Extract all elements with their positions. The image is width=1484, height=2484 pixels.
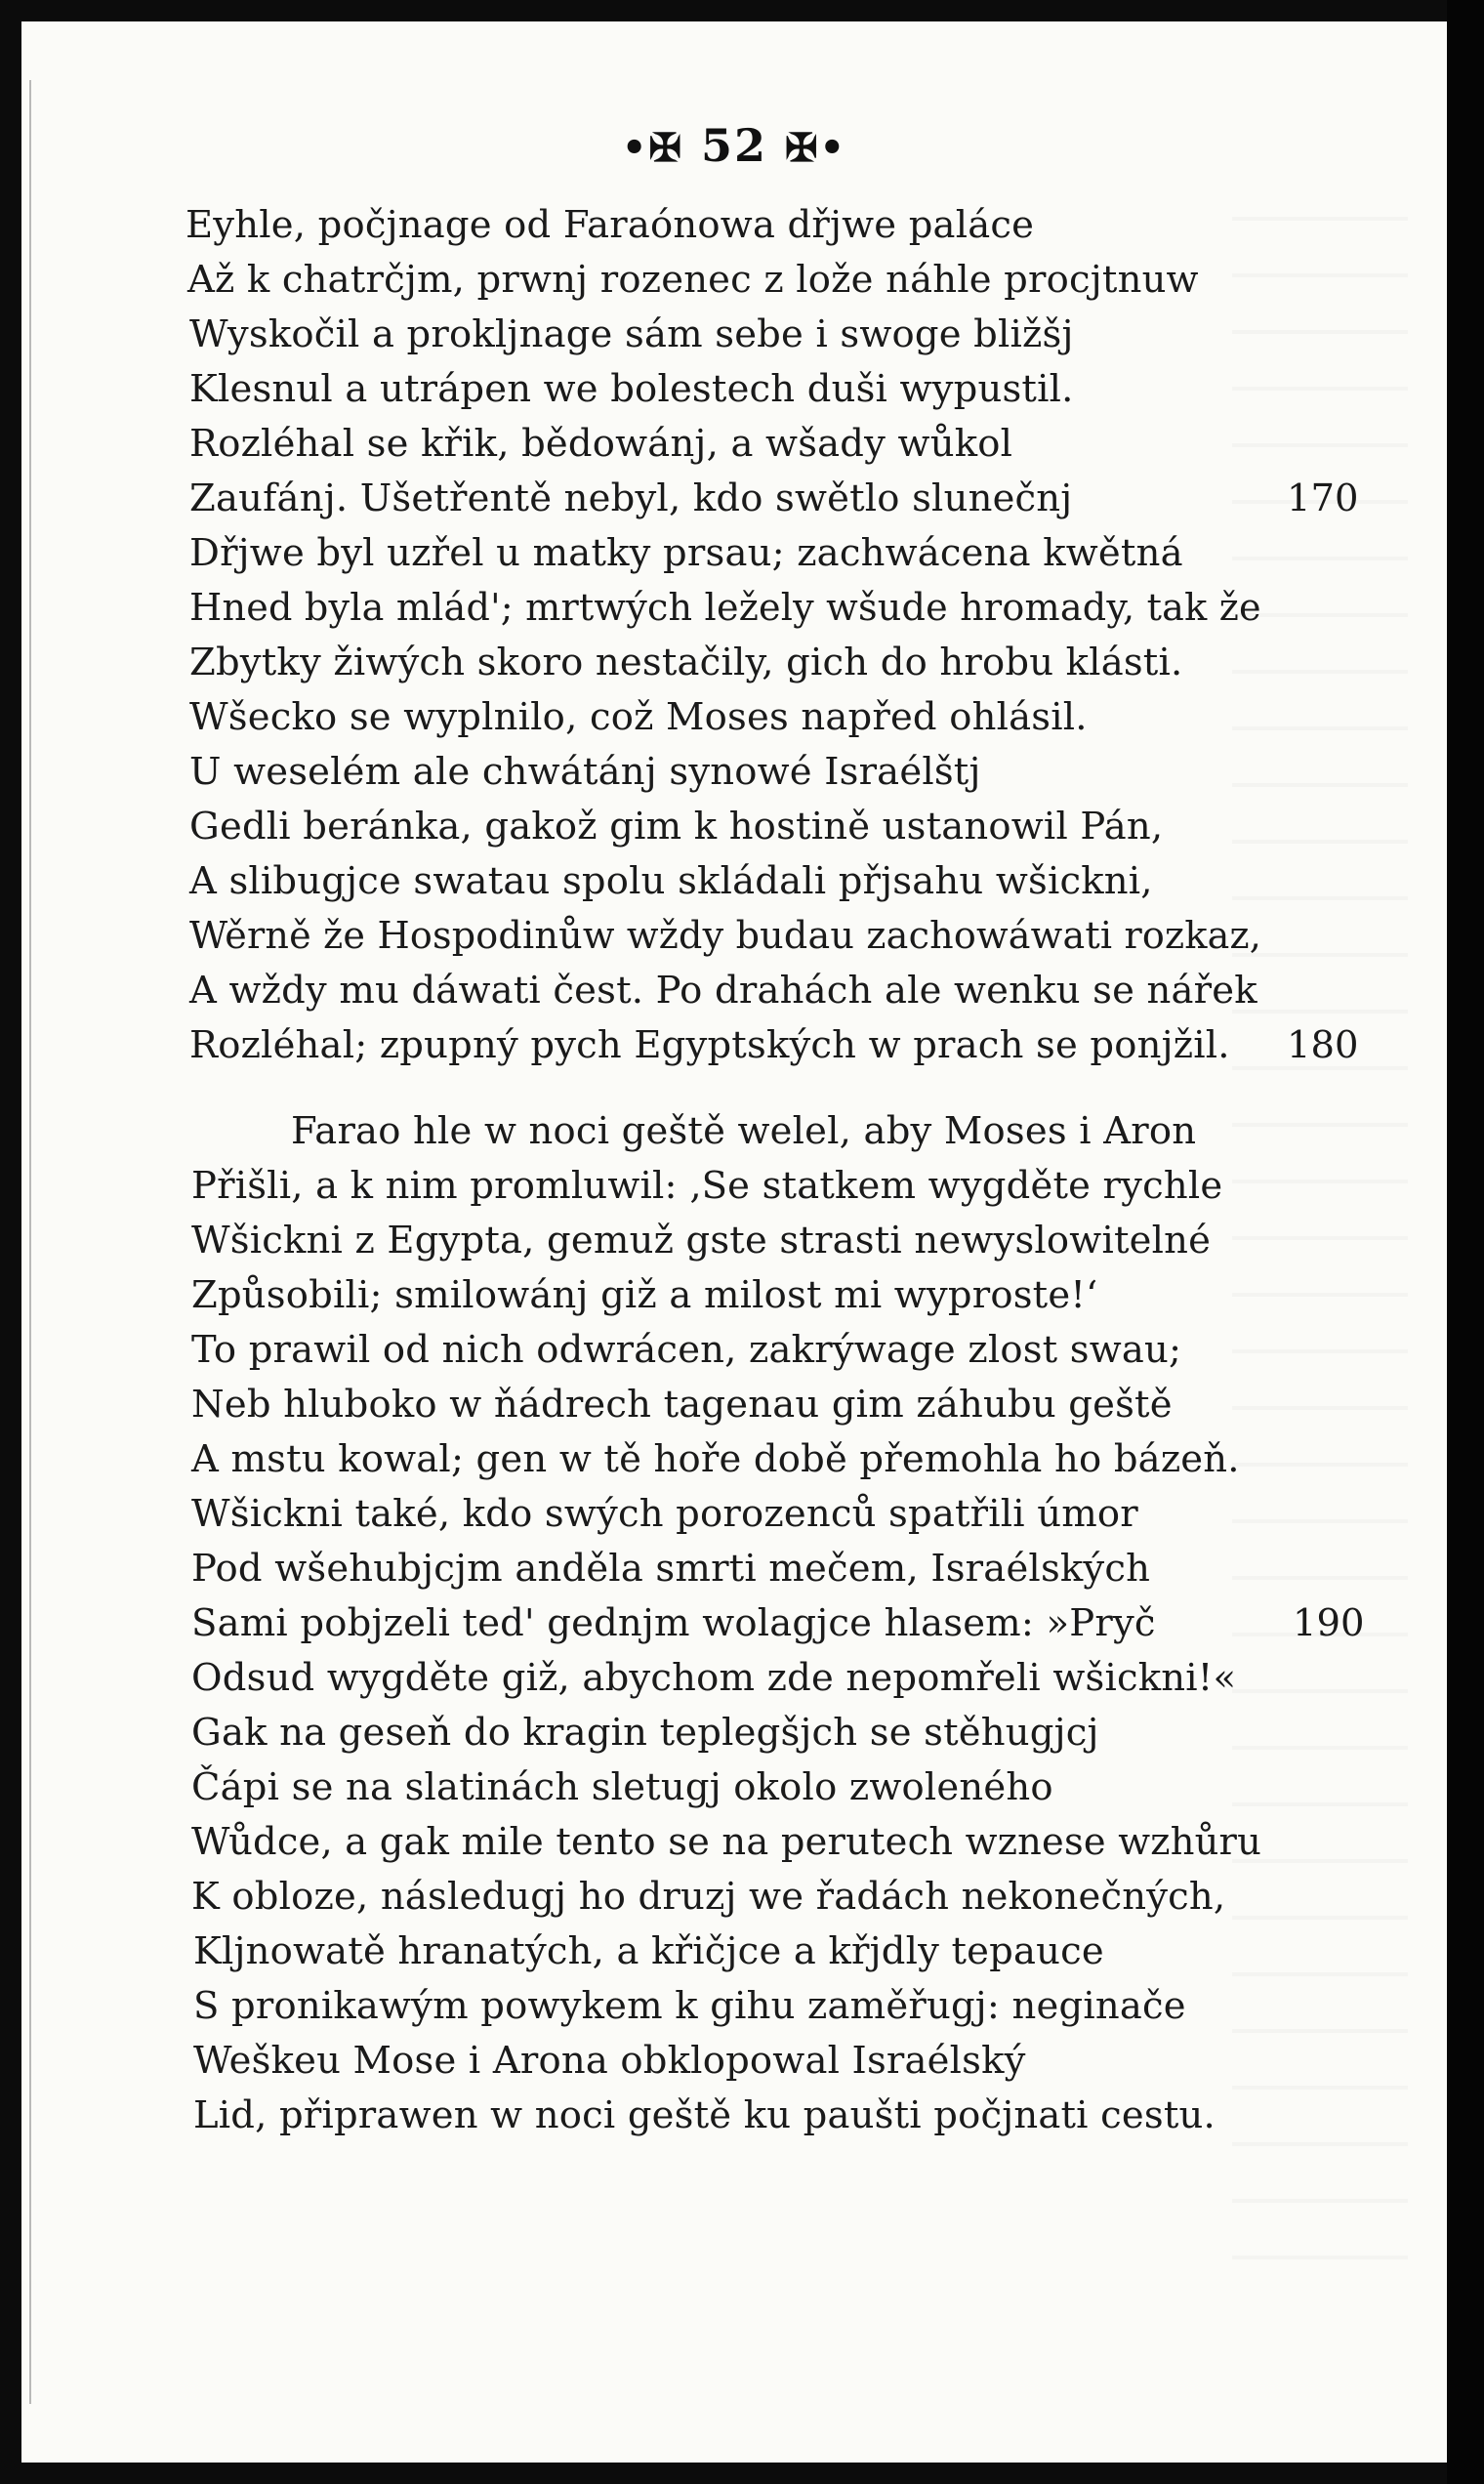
- verse-line: Eyhle, počjnage od Faraónowa dřjwe paláce: [186, 203, 1035, 247]
- verse-line: Kljnowatě hranatých, a křičjce a křjdly tepauce: [193, 1929, 1104, 1973]
- verse-line: U weselém ale chwátánj synowé Israélštj: [189, 750, 981, 794]
- ornament-right: ✠•: [785, 125, 847, 171]
- verse-line: Lid, připrawen w noci geště ku paušti počjnati cestu.: [193, 2093, 1216, 2137]
- line-number-190: 190: [1293, 1601, 1365, 1645]
- verse-line: Wšickni z Egypta, gemuž gste strasti newyslowitelné: [191, 1219, 1212, 1263]
- verse-line: Rozléhal se křik, bědowánj, a wšady wůkol: [189, 422, 1013, 466]
- verse-line: Sami pobjzeli ted' gednjm wolagjce hlasem: »Pryč: [191, 1601, 1156, 1645]
- verse-line: Wšickni také, kdo swých porozenců spatřili úmor: [191, 1492, 1138, 1536]
- verse-line: Wšecko se wyplnilo, což Moses napřed ohlásil.: [189, 695, 1088, 739]
- verse-line: Wěrně že Hospodinůw wždy budau zachowáwati rozkaz,: [189, 914, 1262, 958]
- scan-right-edge: [1447, 0, 1484, 2484]
- verse-line: Až k chatrčjm, prwnj rozenec z lože náhle procjtnuw: [187, 258, 1199, 302]
- verse-line: Neb hluboko w ňádrech tagenau gim záhubu geště: [191, 1383, 1173, 1427]
- line-number-180: 180: [1287, 1023, 1359, 1067]
- verse-line: Wyskočil a prokljnage sám sebe i swoge bližšj: [189, 312, 1074, 356]
- verse-line: A slibugjce swatau spolu skládali přjsahu wšickni,: [189, 859, 1153, 903]
- verse-line: Čápi se na slatinách sletugj okolo zwoleného: [191, 1765, 1053, 1809]
- verse-line: Klesnul a utrápen we bolestech duši wypustil.: [189, 367, 1074, 411]
- verse-line: Farao hle w noci geště welel, aby Moses i Aron: [291, 1109, 1197, 1153]
- verse-line: Rozléhal; zpupný pych Egyptských w prach se ponjžil.: [189, 1023, 1230, 1067]
- verse-line: Zaufánj. Ušetřentě nebyl, kdo swětlo slunečnj: [189, 476, 1073, 520]
- verse-line: Wůdce, a gak mile tento se na perutech wznese wzhůru: [191, 1820, 1262, 1864]
- verse-line: A mstu kowal; gen w tě hoře době přemohla ho bázeň.: [191, 1437, 1240, 1481]
- ornament-left: •✠: [621, 125, 683, 171]
- book-page: [21, 21, 1447, 2463]
- verse-line: Gedli beránka, gakož gim k hostině ustanowil Pán,: [189, 805, 1164, 849]
- scan-left-margin-line: [29, 80, 31, 2404]
- verse-line: Přišli, a k nim promluwil: ‚Se statkem wygděte rychle: [191, 1164, 1223, 1208]
- verse-line: Způsobili; smilowánj giž a milost mi wyproste!‘: [191, 1273, 1098, 1317]
- page-header: [21, 119, 1447, 187]
- page-number: 52: [700, 119, 767, 172]
- verse-line: Odsud wygděte giž, abychom zde nepomřeli wšickni!«: [191, 1656, 1237, 1700]
- verse-line: A wždy mu dáwati čest. Po drahách ale wenku se nářek: [189, 969, 1257, 1013]
- line-number-170: 170: [1287, 476, 1359, 520]
- verse-line: Hned byla mlád'; mrtwých ležely wšude hromady, tak že: [189, 586, 1261, 630]
- verse-line: S pronikawým powykem k gihu zaměřugj: neginače: [193, 1984, 1186, 2028]
- verse-line: Weškeu Mose i Arona obklopowal Israélský: [193, 2039, 1026, 2083]
- verse-line: Pod wšehubjcjm anděla smrti mečem, Israélských: [191, 1547, 1151, 1591]
- verse-line: K obloze, následugj ho druzj we řadách nekonečných,: [191, 1875, 1226, 1919]
- verse-line: Zbytky žiwých skoro nestačily, gich do hrobu klásti.: [189, 641, 1183, 684]
- verse-line: Dřjwe byl uzřel u matky prsau; zachwácena kwětná: [189, 531, 1183, 575]
- verse-line: To prawil od nich odwrácen, zakrýwage zlost swau;: [191, 1328, 1182, 1372]
- verse-line: Gak na geseň do kragin teplegšjch se stěhugjcj: [191, 1711, 1099, 1755]
